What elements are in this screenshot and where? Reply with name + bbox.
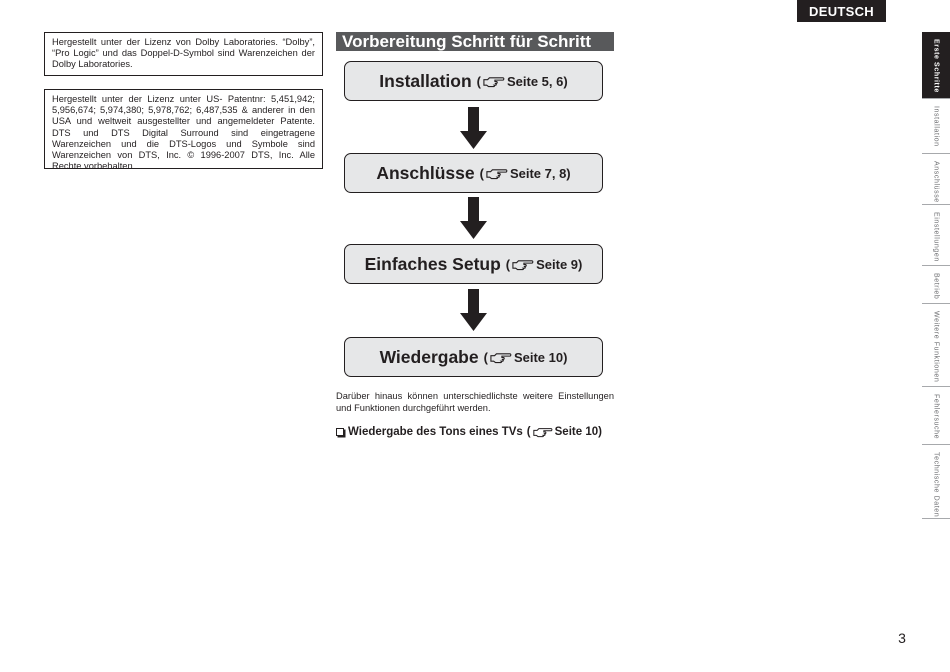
step-page-reference[interactable] (480, 166, 571, 181)
side-nav-further-functions[interactable] (922, 304, 950, 387)
section-title: Vorbereitung Schritt für Schritt (336, 32, 614, 51)
side-nav-operation[interactable] (922, 266, 950, 304)
down-arrow-icon (460, 197, 487, 239)
additional-info-text: Darüber hinaus können unterschiedlichste weitere Einstellungen und Funktionen durchgeführt werden. (336, 391, 614, 413)
side-nav-settings[interactable] (922, 205, 950, 266)
side-nav-label: Technische Daten (932, 452, 940, 518)
ref-text: Seite 7, 8) (509, 165, 571, 181)
dts-license-notice (44, 89, 323, 172)
ref-open-paren: ( (526, 426, 531, 438)
ref-text: Seite 5, 6) (507, 73, 568, 89)
checkbox-icon (336, 428, 344, 436)
step-installation[interactable] (344, 61, 603, 101)
step-page-reference[interactable] (477, 74, 568, 89)
pointing-hand-icon (486, 167, 508, 180)
ref-text: Seite 10) (513, 349, 568, 365)
side-nav-label: Weitere Funktionen (932, 311, 940, 383)
side-nav-connections[interactable] (922, 154, 950, 205)
pointing-hand-icon (483, 75, 505, 88)
side-nav-label: Erste Schritte (932, 39, 940, 93)
side-nav-label: Betrieb (932, 273, 940, 300)
tv-audio-playback-item[interactable] (336, 426, 626, 438)
step-quick-setup[interactable] (344, 244, 603, 284)
step-title: Anschlüsse (376, 162, 475, 183)
side-nav-label: Fehlersuche (932, 394, 940, 440)
dts-license-text: Hergestellt unter der Lizenz unter US- Patentnr: 5,451,942; 5,956,674; 5,974,380; 5,978,762; 6,487,535 & anderer in den USA und weltweit ausgestellter und angemeldeter Patente. DTS und DTS Digital Surround sind eingetragene Warenzeichen und die DTS-Logos und Symbole sind Warenzeichen von DTS, Inc. © 1996-2007 DTS, Inc. Alle Rechte vorbehalten. (52, 94, 315, 172)
side-nav-technical-data[interactable] (922, 445, 950, 519)
language-tab: DEUTSCH (797, 0, 886, 22)
side-nav-label: Anschlüsse (932, 161, 940, 203)
ref-open-paren: ( (479, 165, 484, 181)
step-title: Wiedergabe (379, 346, 479, 367)
step-page-reference[interactable] (484, 350, 568, 365)
side-nav-label: Einstellungen (932, 212, 940, 262)
side-nav-installation[interactable] (922, 99, 950, 154)
step-connections[interactable] (344, 153, 603, 193)
side-nav-first-steps[interactable] (922, 32, 950, 99)
sub-item-ref: Seite 10) (554, 426, 602, 438)
dolby-license-text: Hergestellt unter der Lizenz von Dolby Laboratories. “Dolby”, “Pro Logic” und das Doppel-D-Symbol sind Warenzeichen der Dolby Laboratories. (52, 37, 315, 70)
side-nav-label: Installation (932, 106, 940, 147)
page-number: 3 (898, 630, 906, 646)
step-title: Installation (379, 70, 472, 91)
ref-open-paren: ( (476, 73, 481, 89)
down-arrow-icon (460, 289, 487, 331)
ref-open-paren: ( (483, 349, 488, 365)
down-arrow-icon (460, 107, 487, 149)
ref-text: Seite 9) (536, 256, 583, 272)
pointing-hand-icon (490, 351, 512, 364)
pointing-hand-icon (533, 426, 553, 438)
step-playback[interactable] (344, 337, 603, 377)
side-nav-troubleshooting[interactable] (922, 387, 950, 445)
step-page-reference[interactable] (506, 257, 583, 272)
sub-item-title: Wiedergabe des Tons eines TVs (348, 426, 523, 438)
ref-open-paren: ( (505, 256, 511, 272)
dolby-license-notice (44, 32, 323, 76)
side-nav (922, 32, 950, 519)
step-title: Einfaches Setup (364, 253, 501, 274)
pointing-hand-icon (512, 258, 534, 271)
